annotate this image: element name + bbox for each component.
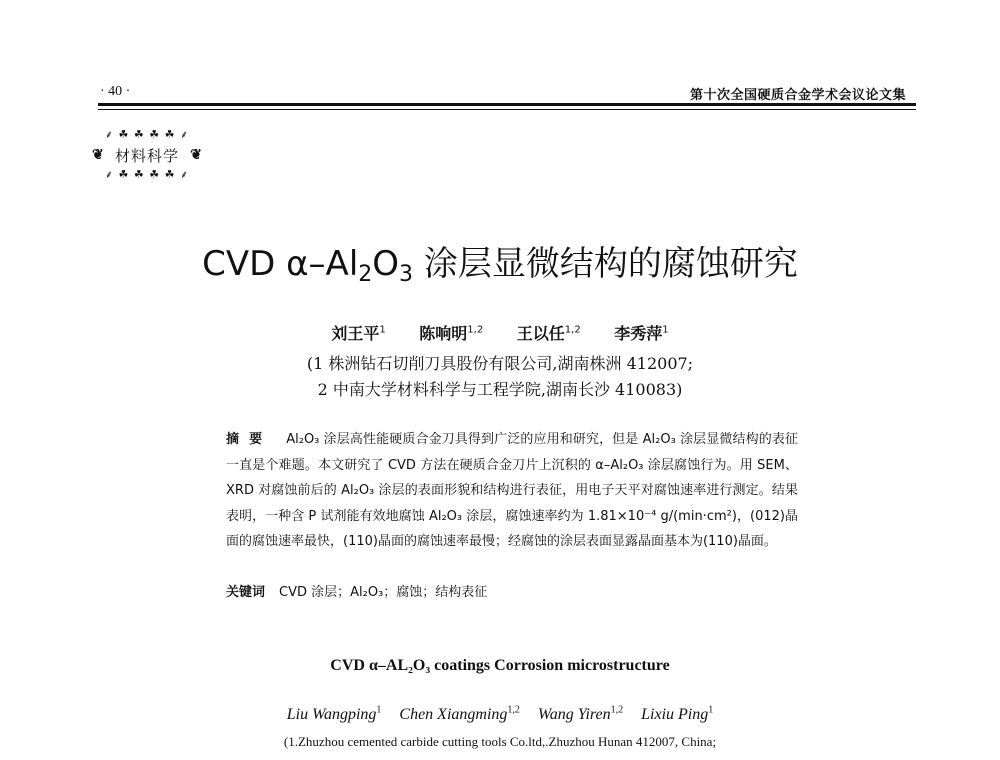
english-author: Lixiu Ping$^1$ — [641, 705, 714, 724]
badge-ornament-top: ⸙ ☘ ☘ ☘ ☘ ⸙ — [104, 128, 190, 141]
keywords-label: 关键词 — [226, 585, 266, 600]
english-author: Wang Yiren$^{1,2}$ — [537, 705, 624, 724]
author: 李秀萍$^1$ — [614, 324, 669, 343]
section-label: 材料科学 — [114, 147, 179, 165]
english-author: Liu Wangping$^1$ — [286, 705, 382, 724]
paper-title: CVD $\alpha-Al_2O_3$ 涂层显微结构的腐蚀研究 — [202, 244, 798, 287]
author-list — [0, 321, 1000, 344]
keywords — [226, 581, 798, 600]
keywords-text: CVD 涂层；Al₂O₃；腐蚀；结构表征 — [279, 585, 488, 600]
journal-title: 第十次全国硬质合金学术会议论文集 — [689, 88, 906, 103]
header-rule-thin — [98, 109, 916, 110]
english-title: CVD α–AL₂O₃ coatings Corrosion microstructure — [330, 657, 670, 674]
affiliation-line-2: 2 中南大学材料科学与工程学院,湖南长沙 410083) — [317, 380, 683, 399]
abstract-text: Al₂O₃ 涂层高性能硬质合金刀具得到广泛的应用和研究，但是 Al₂O₃ 涂层显微结构的表征一直是个难题。本文研究了 CVD 方法在硬质合金刀片上沉积的 α–Al₂O₃ 涂层腐蚀行为。用 SEM、XRD 对腐蚀前后的 Al₂O₃ 涂层的表面形貌和结构进行表征，用电子天平对腐蚀速率进行测定。结果表明，一种含 P 试剂能有效地腐蚀 Al₂O₃ 涂层，腐蚀速率约为 1.81×10⁻⁴ g/(min·cm²)，(012)晶面的腐蚀速率最快，(110)晶面的腐蚀速率最慢；经腐蚀的涂层表面显露晶面基本为(110)晶面。 — [226, 432, 798, 549]
author: 陈响明$^{1,2}$ — [419, 324, 484, 343]
abstract-label: 摘要 — [226, 432, 273, 447]
badge-ornament-right-icon: ❦ — [190, 147, 202, 163]
abstract — [226, 427, 798, 555]
section-badge — [92, 130, 202, 180]
english-author-list — [0, 705, 1000, 724]
author: 王以任$^{1,2}$ — [516, 324, 581, 343]
header-rule-thick — [98, 103, 916, 106]
author: 刘王平$^1$ — [331, 324, 386, 343]
page-number: · 40 · — [100, 84, 131, 99]
badge-ornament-left-icon: ❦ — [92, 147, 104, 163]
english-affiliation: (1.Zhuzhou cemented carbide cutting tools Co.ltd,.Zhuzhou Hunan 412007, China; — [283, 734, 717, 749]
english-author: Chen Xiangming$^{1,2}$ — [399, 705, 520, 724]
affiliation-line-1: (1 株洲钻石切削刀具股份有限公司,湖南株洲 412007; — [306, 354, 694, 373]
badge-ornament-bottom: ⸙ ☘ ☘ ☘ ☘ ⸙ — [104, 168, 190, 181]
